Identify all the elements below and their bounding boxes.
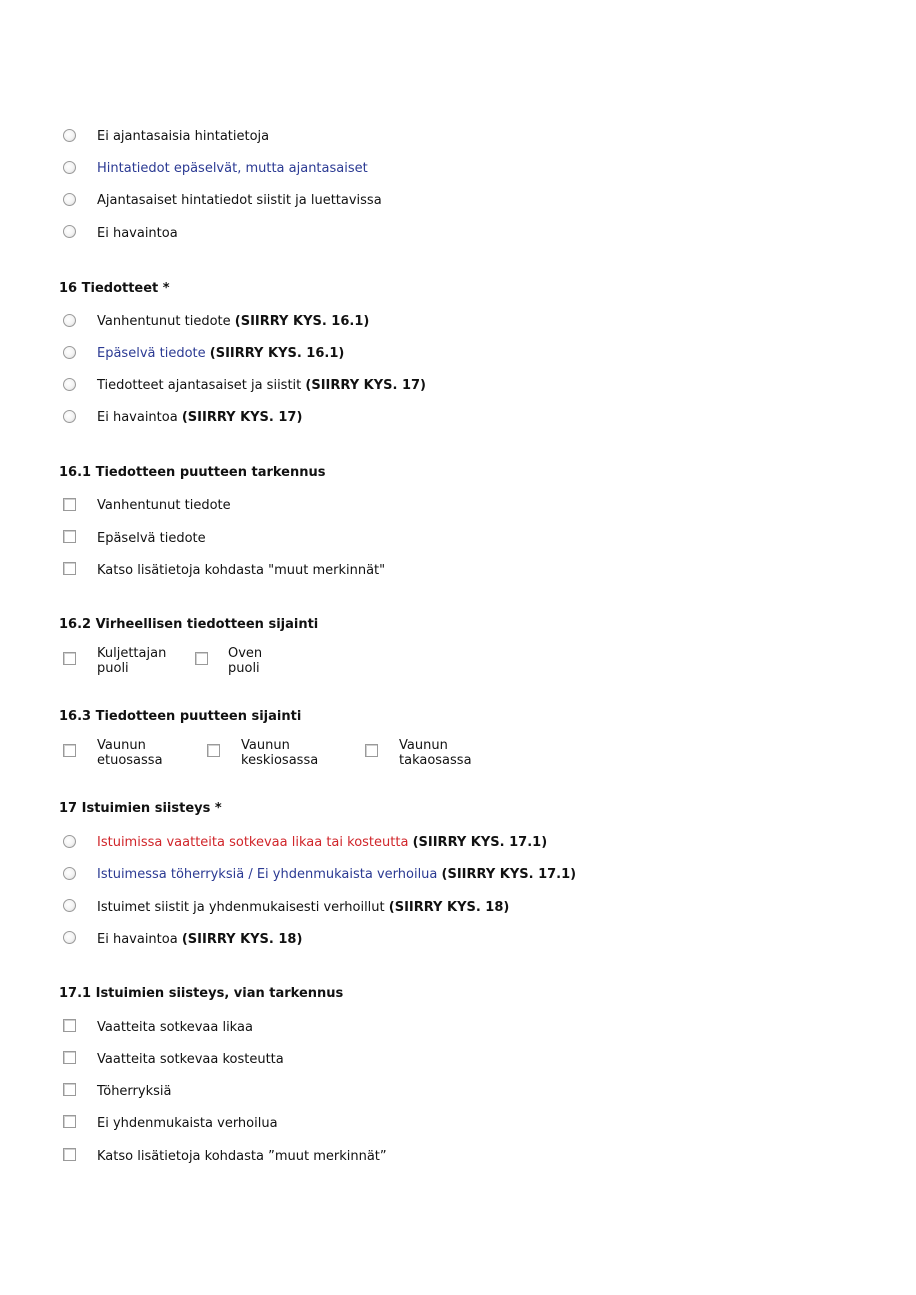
q16-option-3-label: Tiedotteet ajantasaiset ja siistit (SIIRRY KYS. 17) [97,378,426,393]
radio-q16-option-1[interactable] [63,314,76,327]
q16-3-heading: 16.3 Tiedotteen puutteen sijainti [59,709,302,724]
q16-2-option-1-label: Kuljettajan puoli [97,646,167,676]
checkbox-q16-2-option-1[interactable] [63,652,76,665]
q16-option-2-label: Epäselvä tiedote (SIIRRY KYS. 16.1) [97,346,345,361]
radio-q15-option-3[interactable] [63,193,76,206]
checkbox-q16-3-option-2[interactable] [207,744,220,757]
checkbox-q16-3-option-3[interactable] [365,744,378,757]
checkbox-q17-1-option-2[interactable] [63,1051,76,1064]
q17-1-option-2-label: Vaatteita sotkevaa kosteutta [97,1052,284,1067]
q17-1-option-4-label: Ei yhdenmukaista verhoilua [97,1116,278,1131]
radio-q17-option-3[interactable] [63,899,76,912]
radio-q15-option-1[interactable] [63,129,76,142]
radio-q17-option-2[interactable] [63,867,76,880]
checkbox-q17-1-option-4[interactable] [63,1115,76,1128]
radio-q17-option-4[interactable] [63,931,76,944]
q16-option-4-goto: (SIIRRY KYS. 17) [181,410,303,425]
q16-3-option-1-label: Vaunun etuosassa [97,738,163,768]
q16-heading: 16 Tiedotteet * [59,281,170,296]
q16-option-3-goto: (SIIRRY KYS. 17) [305,378,426,393]
q17-option-2-label: Istuimessa töherryksiä / Ei yhdenmukaista verhoilua (SIIRRY KYS. 17.1) [97,867,577,882]
q17-1-option-1-label: Vaatteita sotkevaa likaa [97,1020,253,1035]
radio-q17-option-1[interactable] [63,835,76,848]
q17-1-heading: 17.1 Istuimien siisteys, vian tarkennus [59,986,344,1001]
q16-2-option-2-label: Oven puoli [228,646,263,676]
q15-option-4-label: Ei havaintoa [97,226,178,241]
q17-option-1-label: Istuimissa vaatteita sotkevaa likaa tai kosteutta (SIIRRY KYS. 17.1) [97,835,548,850]
q17-1-option-3-label: Töherryksiä [97,1084,172,1099]
radio-q15-option-2[interactable] [63,161,76,174]
q15-option-1-label: Ei ajantasaisia hintatietoja [97,129,270,144]
checkbox-q16-3-option-1[interactable] [63,744,76,757]
checkbox-q16-1-option-2[interactable] [63,530,76,543]
q17-option-3-goto: (SIIRRY KYS. 18) [388,900,510,915]
checkbox-q17-1-option-5[interactable] [63,1148,76,1161]
checkbox-q17-1-option-3[interactable] [63,1083,76,1096]
q17-heading: 17 Istuimien siisteys * [59,801,222,816]
q16-1-option-2-label: Epäselvä tiedote [97,531,206,546]
q16-1-option-3-label: Katso lisätietoja kohdasta "muut merkinnät" [97,563,386,578]
q16-3-option-2-label: Vaunun keskiosassa [241,738,319,768]
q16-1-option-1-label: Vanhentunut tiedote [97,498,231,513]
q16-option-4-label: Ei havaintoa (SIIRRY KYS. 17) [97,410,303,425]
checkbox-q17-1-option-1[interactable] [63,1019,76,1032]
checkbox-q16-1-option-1[interactable] [63,498,76,511]
q15-option-3-label: Ajantasaiset hintatiedot siistit ja luettavissa [97,193,382,208]
q16-option-2-goto: (SIIRRY KYS. 16.1) [209,346,345,361]
checkbox-q16-1-option-3[interactable] [63,562,76,575]
radio-q16-option-2[interactable] [63,346,76,359]
radio-q15-option-4[interactable] [63,225,76,238]
q17-option-1-goto: (SIIRRY KYS. 17.1) [412,835,548,850]
q16-1-heading: 16.1 Tiedotteen puutteen tarkennus [59,465,326,480]
q17-option-4-label: Ei havaintoa (SIIRRY KYS. 18) [97,932,303,947]
q17-option-3-label: Istuimet siistit ja yhdenmukaisesti verhoillut (SIIRRY KYS. 18) [97,900,510,915]
q16-option-1-label: Vanhentunut tiedote (SIIRRY KYS. 16.1) [97,314,370,329]
checkbox-q16-2-option-2[interactable] [195,652,208,665]
q16-3-option-3-label: Vaunun takaosassa [399,738,472,768]
radio-q16-option-3[interactable] [63,378,76,391]
q16-2-heading: 16.2 Virheellisen tiedotteen sijainti [59,617,319,632]
q17-option-4-goto: (SIIRRY KYS. 18) [181,932,303,947]
q15-option-2-label: Hintatiedot epäselvät, mutta ajantasaiset [97,161,368,176]
q17-option-2-goto: (SIIRRY KYS. 17.1) [441,867,577,882]
q17-1-option-5-label: Katso lisätietoja kohdasta ”muut merkinnät” [97,1149,387,1164]
radio-q16-option-4[interactable] [63,410,76,423]
q16-option-1-goto: (SIIRRY KYS. 16.1) [234,314,370,329]
